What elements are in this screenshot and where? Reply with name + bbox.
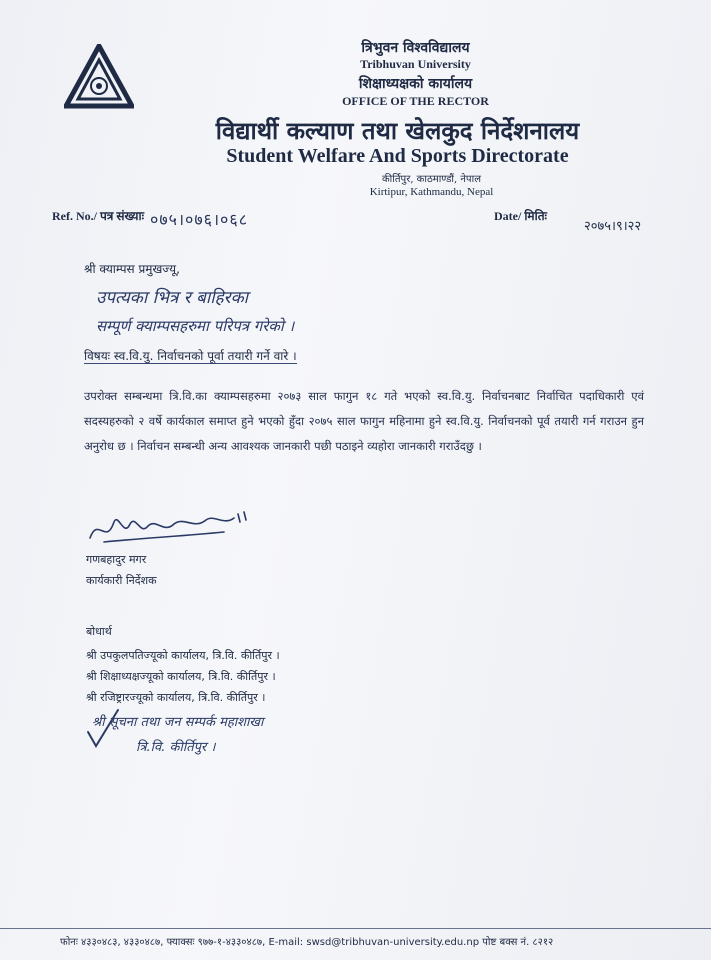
- university-name-np: त्रिभुवन विश्वविद्यालय: [361, 40, 470, 56]
- university-name-en: Tribhuvan University: [360, 57, 471, 71]
- date-label: Date/ मितिः: [494, 209, 547, 223]
- cc-item: श्री उपकुलपतिज्यूको कार्यालय, त्रि.वि. कीर्तिपुर ।: [86, 649, 280, 662]
- addressee: श्री क्याम्पस प्रमुखज्यू,: [84, 262, 180, 276]
- footer-contact: फोनः ४३३०४८३, ४३३०४८७, फ्याक्सः ९७७-१-४३३०४८७, E-mail: swsd@tribhuvan-university.edu.np पोष्ट बक्स नं. ८२१२: [60, 937, 554, 948]
- cc-heading: बोधार्थ: [86, 625, 112, 638]
- handwritten-recipient-line-2: सम्पूर्ण क्याम्पसहरुमा परिपत्र गरेको ।: [96, 317, 295, 335]
- subject-line: [84, 347, 297, 364]
- ref-number: ०७५।०७६।०६८: [150, 210, 249, 229]
- address-en: Kirtipur, Kathmandu, Nepal: [369, 186, 494, 198]
- ref-label: Ref. No./ पत्र संख्याः: [52, 209, 145, 223]
- handwritten-cc-line-1: श्री सूचना तथा जन सम्पर्क महाशाखा: [92, 715, 264, 730]
- date-value: २०७५।९।२२: [584, 219, 642, 234]
- handwritten-recipient-line-1: उपत्यका भित्र र बाहिरका: [96, 288, 249, 308]
- cc-item: श्री शिक्षाध्यक्षज्यूको कार्यालय, त्रि.वि. कीर्तिपुर ।: [86, 670, 276, 683]
- subject-text: विषयः स्व.वि.यु. निर्वाचनको पूर्वा तयारी गर्ने वारे ।: [84, 349, 297, 363]
- handwritten-cc-line-2: त्रि.वि. कीर्तिपुर ।: [136, 740, 216, 755]
- signature-icon: [84, 508, 254, 552]
- letter-body: उपरोक्त सम्बन्धमा त्रि.वि.का क्याम्पसहरुमा २०७३ साल फागुन १८ गते भएको स्व.वि.यु. निर्वाचनबाट निर्वाचित पदाधिकारी एवं सदस्यहरुको २ वर्षे कार्यकाल समाप्त हुने भएको हुँदा २०७५ साल फागुन महिनामा हुने स्व.वि.यु. निर्वाचनको पूर्व तयारी गर्न गराउन हुन अनुरोध छ । निर्वाचन सम्बन्धी अन्य आवश्यक जानकारी पछी पठाइने व्यहोरा जानकारी गराउँदछु ।: [84, 389, 644, 453]
- office-name-en: OFFICE OF THE RECTOR: [342, 94, 489, 108]
- office-name-np: शिक्षाध्यक्षको कार्यालय: [358, 76, 473, 92]
- signatory-name: गणबहादुर मगर: [86, 553, 147, 566]
- directorate-name-np: विद्यार्थी कल्याण तथा खेलकुद निर्देशनालय: [215, 116, 580, 145]
- address-np: कीर्तिपुर, काठमाण्डौं, नेपाल: [382, 174, 481, 185]
- cc-item: श्री रजिष्ट्रारज्यूको कार्यालय, त्रि.वि. कीर्तिपुर ।: [86, 691, 266, 704]
- footer-divider: [0, 928, 711, 929]
- directorate-name-en: Student Welfare And Sports Directorate: [226, 145, 569, 167]
- signatory-title: कार्यकारी निर्देशक: [86, 574, 157, 587]
